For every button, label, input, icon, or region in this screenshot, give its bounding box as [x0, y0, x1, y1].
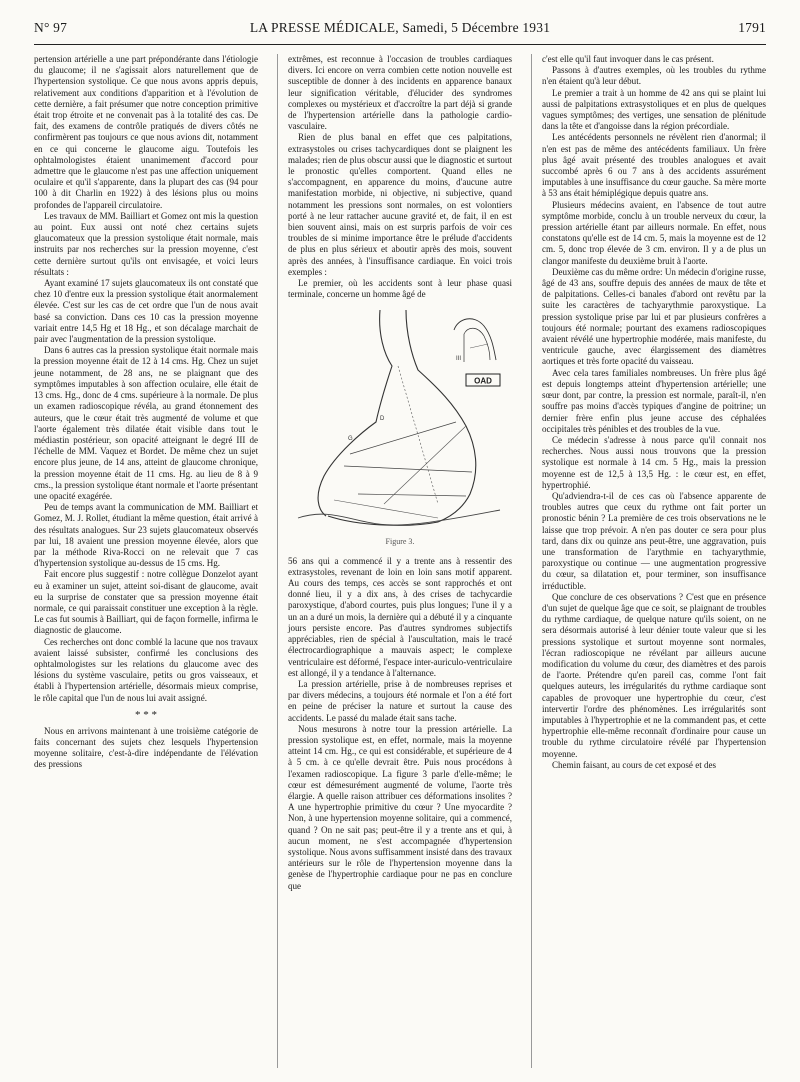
paragraph: Le premier, où les accidents sont à leur phase quasi terminale, concerne un homme âgé de — [288, 278, 512, 300]
page-header — [34, 20, 766, 40]
paragraph: Passons à d'autres exemples, où les troubles du rythme n'en étaient qu'à leur début. — [542, 65, 766, 87]
paragraph: Nous en arrivons maintenant à une troisième catégorie de faits concernant des sujets chez lesquels l'hypertension moyenne solitaire, c'est-à-dire indépendante de l'élévation des pressions — [34, 725, 258, 770]
column-divider — [277, 54, 278, 1068]
paragraph: Peu de temps avant la communication de MM. Bailliart et Gomez, M. J. Rollet, étudiant la même question, était arrivé à des résultats analogues. Sur 23 sujets glaucomateux observés par lui, 18 avaient une pression moyenne élevée, alors que par la méthode Riva-Rocci on ne relevait que 7 cas d'hypertension systolique au-dessus de 15 cms. Hg. — [34, 502, 258, 569]
paragraph: Que conclure de ces observations ? C'est que en présence d'un sujet de quelque âge que ce soit, se plaignant de troubles du rythme cardiaque, de quelque nature qu'ils soient, on ne sera désormais autorisé à leur dénier toute valeur que si les pressions systolique et surtout moyenne sont normales, l'écran radioscopique ne révélant par ailleurs aucune modification du volume du cœur, des diamètres et des parois de l'aorte. Prétendre qu'en pareil cas, comme l'ont fait quelques auteurs, les irrégularités du rythme cardiaque sont capables de provoquer une hypertrophie du cœur, c'est intervertir l'ordre des phénomènes. Les irrégularités sont imputables à l'hypertrophie et ne la commandent pas, et cette hypertrophie elle-même reconnaît d'ordinaire pour cause un trouble du rythme circulatoire révélé par l'hypertension moyenne. — [542, 591, 766, 759]
paragraph: Dans 6 autres cas la pression systolique était normale mais la pression moyenne était de 12 à 14 cms. Hg. Chez un sujet jeune notamment, de 28 ans, ne se plaignant que des symptômes imputables à son affection oculaire, elle était de 13 cms. Hg., donc de 4 cms. supérieure à la normale. De plus un examen radioscopique révéla, au grand étonnement des auteurs, que le cœur était très augmenté de volume et que l'aorte également très dilatée était visible dans tout le médiastin postérieur, son opacité atteignant le degré III de l'échelle de MM. Vaquez et Bordet. De même chez un sujet encore plus jeune, de 14 ans, atteint de glaucome chronique, la pression moyenne était de 11 cms. Hg. au lieu de 8 à 9 cms., la pression systolique étant normale et l'aorte présentant une opacité exagérée. — [34, 345, 258, 501]
column-2 — [288, 54, 512, 892]
paragraph: Rien de plus banal en effet que ces palpitations, extrasystoles ou crises tachycardiques dont se plaignent les malades; rien de plus obscur aussi que le diagnostic et surtout le pronostic qu'elles comportent. Quand elles ne s'accompagnent, en apparence du moins, d'aucune autre manifestation morbide, ni objective, ni subjective, quand notamment les pressions sont normales, on est volontiers porté à ne leur rattacher aucune gravité et, de fait, il en est bien souvent ainsi, mais on est surpris parfois de voir ces troubles de si minime importance être le prélude d'accidents de plus en plus sérieux et aboutir après des mois, souvent après des années, à l'insuffisance cardiaque. En voici trois exemples : — [288, 132, 512, 277]
paragraph: Chemin faisant, au cours de cet exposé et des — [552, 759, 717, 770]
paragraph: La pression artérielle, prise à de nombreuses reprises et par divers médecins, a toujours été normale et l'on a été fort en peine de préciser la nature et surtout la cause des accidents. Le passé du malade était sans tache. — [288, 678, 512, 723]
figure-label: OAD — [474, 376, 492, 386]
journal-title: LA PRESSE MÉDICALE, Samedi, 5 Décembre 1931 — [249, 20, 551, 35]
paragraph: Le premier a trait à un homme de 42 ans qui se plaint lui aussi de palpitations extrasystoliques et en plus de quelques vagues symptômes; des vertiges, une sensation de plénitude dans la tête et d'angoisse dans la région précordiale. — [542, 87, 766, 132]
paragraph: Ces recherches ont donc comblé la lacune que nos travaux avaient laissé subsister, confirmé les conclusions des ophtalmologistes sur les relations du glaucome avec des lésions du système vasculaire, petits ou gros vaisseaux, et établi à l'hypertension artérielle, désormais mieux comprise, le rôle capital que l'un de nous lui avait assigné. — [34, 636, 258, 703]
column-divider — [531, 54, 532, 1068]
paragraph: Nous mesurons à notre tour la pression artérielle. La pression systolique est, en effet, normale, mais la moyenne atteint 14 cm. Hg., ce qui est considérable, et supérieure de 4 à 5 cm. à ce qu'elle devrait être. Puis nous procédons à l'examen radioscopique. La figure 3 parle d'elle-même; le cœur est démesurément augmenté de volume, l'aorte très élargie. A quelle raison attribuer ces déformations insolites ? A une hypertrophie primitive du cœur ? Une myocardite ? Non, à une hypertension moyenne solitaire, qui a commencé, quand ? On ne sait pas; peut-être il y a trente ans et qui, à aucun moment, ne s'est accompagnée d'hypertension systolique. Nous avons suffisamment insisté dans des travaux antérieurs sur le rôle de l'hypertension moyenne dans la genèse de l'hypertrophie cardiaque pour ne pas en conclure que — [288, 723, 512, 891]
figure-mark: G — [348, 436, 353, 443]
page-number: 1791 — [738, 20, 766, 35]
paragraph: Ce médecin s'adresse à nous parce qu'il connait nos recherches. Nous aussi nous trouvons que la pression systolique est normale à 14 cm. 5 Hg., mais la pression moyenne est de 12,5 à 13,5 Hg. : le cœur est, en effet, hypertrophié. — [542, 434, 766, 490]
figure-mark: III — [456, 356, 462, 363]
paragraph: Avec cela tares familiales nombreuses. Un frère plus âgé est depuis longtemps atteint d'hypertension artérielle; une sœur dont, par contre, la pression est normale, paraît-il, n'en souffre pas moins d'accès typiques d'angine de poitrine; un dernier frère enfin plus jeune accuse des céphalées occipitales très pénibles et des troubles de la vue. — [542, 367, 766, 434]
issue-number: N° 97 — [34, 20, 68, 35]
paragraph: Plusieurs médecins avaient, en l'absence de tout autre symptôme morbide, conclu à un trouble nerveux du cœur, la pression artérielle étant par ailleurs normale. En effet, nous constatons qu'elle est de 14 cm. 5, mais la moyenne est de 12 cm. 5, donc trop élevée de 3 cm. environ. Il y a de plus un clangor manifeste du deuxième bruit à l'aorte. — [542, 199, 766, 266]
paragraph: Les travaux de MM. Bailliart et Gomez ont mis la question au point. Eux aussi ont noté chez certains sujets glaucomateux que la pression systolique était normale, mais instruits par nos recherches sur la pression moyenne, c'est cette dernière surtout qu'ils ont envisagée, et voici leurs résultats : — [34, 210, 258, 277]
paragraph: pertension artérielle a une part prépondérante dans l'étiologie du glaucome; il ne s'agissait alors naturellement que de l'hypertension systolique. Ce que nous avons appris depuis, relativement aux conditions d'apparition et à l'évolution de cette dernière, a fait présumer que notre conception primitive était trop étroite et ne convenait pas à la totalité des cas. De fait, des examens de contrôle pratiqués de divers côtés ne confirmèrent pas toujours ce que nous avions dit, notamment en ce qui concerne le glaucome aigu. Toutefois les ophtalmologistes étaient unanimement d'accord pour admettre que le glaucome n'est pas une affection uniquement oculaire et qu'il s'apparente, dans la plupart des cas (94 pour 100 à dit Charlin en 1922) à des lésions plus ou moins profondes de l'appareil circulatoire. — [34, 54, 258, 210]
paragraph: Fait encore plus suggestif : notre collègue Donzelot ayant eu à examiner un sujet, atteint soi-disant de glaucome, avait eu la surprise de constater que sa pression moyenne était normale, ce qui paraissait constituer une exception à la règle. Le cas fut soumis à Bailliart, qui de façon formelle, infirma le diagnostic de glaucome. — [34, 569, 258, 636]
header-rule — [34, 44, 766, 45]
figure-caption: Figure 3. — [385, 537, 415, 547]
paragraph: 56 ans qui a commencé il y a trente ans à ressentir des extrasystoles, revenant de loin en loin sans motif apparent. Au cours des temps, ces accès se sont rapprochés et ont donné lieu, il y a dix ans, à des crises de tachycardie paroxystique, d'abord courtes, puis plus longues; l'une il y a un an a duré un mois, la dernière qui a débuté il y a cinquante jours persiste encore. Pas d'autres syndromes subjectifs appréciables, rien de spécial à l'auscultation, mais le tracé électrocardiographique a mauvais aspect; le complexe ventriculaire est déformé, l'espace inter-auriculo-ventriculaire est allongé, il y a tendance à l'alternance. — [288, 555, 512, 678]
paragraph: extrêmes, est reconnue à l'occasion de troubles cardiaques divers. Ici encore on verra combien cette notion nouvelle est susceptible de donner à des incidents en apparence banaux leur signification véritable, d'élucider des syndromes complexes ou mystérieux et d'accroître la part déjà si grande de l'hypertension artérielle dans la pathologie cardio-vasculaire. — [288, 54, 512, 132]
heart-silhouette-drawing — [288, 304, 512, 534]
column-1 — [34, 54, 258, 771]
paragraph: Qu'adviendra-t-il de ces cas où l'absence apparente de troubles autres que ceux du rythme ont fait porter un pronostic bénin ? La première de ces trois observations ne le laisse que trop prévoir. A n'en pas douter ce sera pour plus tard, dans dix ou quinze ans peut-être, une aggravation, puis une transformation de l'arythmie en tachyarythmie, paroxystique ou continue — une augmentation progressive du cœur, sa dilatation et, pour terminer, son insuffisance irréductible. — [542, 490, 766, 591]
radiograph-figure — [288, 304, 512, 534]
section-separator: * * * — [135, 708, 157, 721]
paragraph: c'est elle qu'il faut invoquer dans le cas présent. — [542, 54, 714, 64]
paragraph: Deuxième cas du même ordre: Un médecin d'origine russe, âgé de 43 ans, souffre depuis des années de maux de tête et de palpitations. Celles-ci banales d'abord ont revêtu par la suite les caractères de tachyarythmie paroxystique. La pression systolique prise par lui et par plusieurs confrères a toujours été normale; pourtant des examens radioscopiques avaient révélé une hypertrophie modérée, mais manifeste, du ventricule gauche, avec élargissement des diamètres aortiques et très forte opacité du vaisseau. — [542, 266, 766, 367]
paragraph: Ayant examiné 17 sujets glaucomateux ils ont constaté que chez 10 d'entre eux la pression systolique était anormalement élevée. C'est sur les cas de cet ordre que l'un de nous avait basé sa conviction. Dans ces 10 cas la pression moyenne variait entre 14,5 Hg et 18 Hg., et son décalage marchait de pair avec l'augmentation de la pression systolique. — [34, 278, 258, 345]
column-3 — [542, 54, 766, 771]
paragraph: Les antécédents personnels ne révèlent rien d'anormal; il n'en est pas de même des antécédents familiaux. Un frère plus âgé avait présenté des troubles analogues et avait succombé après 6 ou 7 ans à des accidents assurément imputables à une insuffisance du cœur gauche. Sa mère morte à 53 ans était hémiplégique depuis quatre ans. — [542, 132, 766, 199]
figure-mark: D — [380, 416, 385, 423]
